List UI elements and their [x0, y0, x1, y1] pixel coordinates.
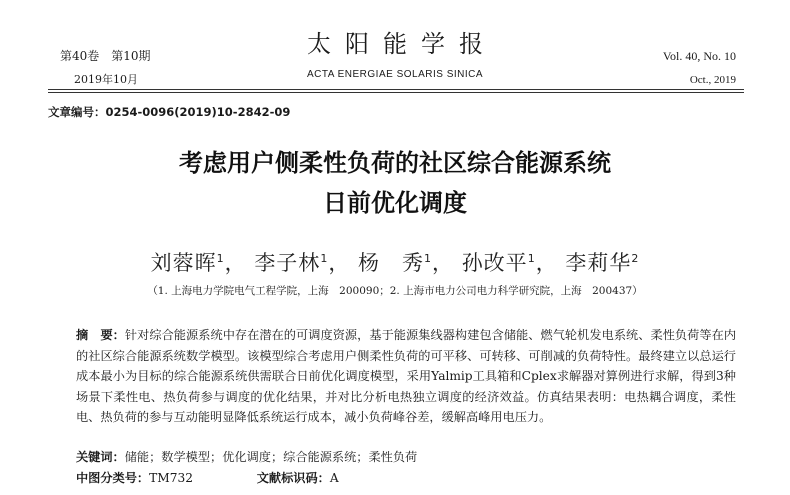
header-rule-bottom	[48, 92, 744, 93]
classification	[76, 469, 339, 486]
author: 孙改平$^1$	[461, 251, 536, 275]
abstract-text: 针对综合能源系统中存在潜在的可调度资源，基于能源集线器构建包含储能、燃气轮机发电系统、柔性负荷等在内的社区综合能源系统数学模型。该模型综合考虑用户侧柔性负荷的可平移、可转移、可削减的负荷特性。最终建立以总运行成本最小为目标的综合能源系统供需联合日前优化调度模型，采用Yalmip工具箱和Cplex求解器对算例进行求解，得到3种场景下柔性电、热负荷参与调度的优化结果，并对比分析电热独立调度的经济效益。仿真结果表明：电热耦合调度，柔性电、热负荷的参与互动能明显降低系统运行成本，减小负荷峰谷差，缓解高峰用电压力。	[76, 328, 737, 424]
date-en: Oct., 2019	[689, 74, 736, 86]
title-line-2: 日前优化调度	[323, 189, 467, 217]
doc-code-value: A	[329, 471, 339, 485]
abstract	[76, 325, 736, 428]
header-right	[663, 44, 736, 92]
keywords	[76, 448, 417, 465]
journal-title-cn: 太阳能学报	[307, 30, 497, 58]
keywords-text: 储能；数学模型；优化调度；综合能源系统；柔性负荷	[124, 450, 418, 464]
volume-issue-cn: 第40卷 第10期	[60, 49, 151, 63]
article-number: 文章编号：0254-0096(2019)10-2842-09	[48, 105, 291, 119]
author-list: 刘蓉晖$^1$， 李子林$^1$， 杨 秀$^1$， 孙改平$^1$， 李莉华$^2$	[150, 251, 640, 275]
affiliations: （1. 上海电力学院电气工程学院，上海 200090；2. 上海市电力公司电力科学研究院，上海 200437）	[147, 285, 643, 297]
title-line-1: 考虑用户侧柔性负荷的社区综合能源系统	[179, 149, 611, 177]
clc-label: 中图分类号：	[76, 471, 150, 485]
header-rule-top	[48, 89, 744, 90]
paper-title	[0, 143, 790, 223]
volume-issue-en: Vol. 40, No. 10	[662, 49, 736, 63]
journal-title-en: ACTA ENERGIAE SOLARIS SINICA	[306, 69, 484, 80]
keywords-label: 关键词：	[76, 450, 125, 464]
abstract-label: 摘 要：	[76, 328, 125, 342]
author: 刘蓉晖$^1$	[150, 251, 225, 275]
date-cn: 2019年10月	[74, 73, 138, 86]
author: 李莉华$^2$	[565, 251, 640, 275]
doc-code-label: 文献标识码：	[256, 471, 330, 485]
author: 杨 秀$^1$	[358, 251, 432, 275]
clc-value: TM732	[149, 471, 193, 485]
author: 李子林$^1$	[254, 251, 329, 275]
